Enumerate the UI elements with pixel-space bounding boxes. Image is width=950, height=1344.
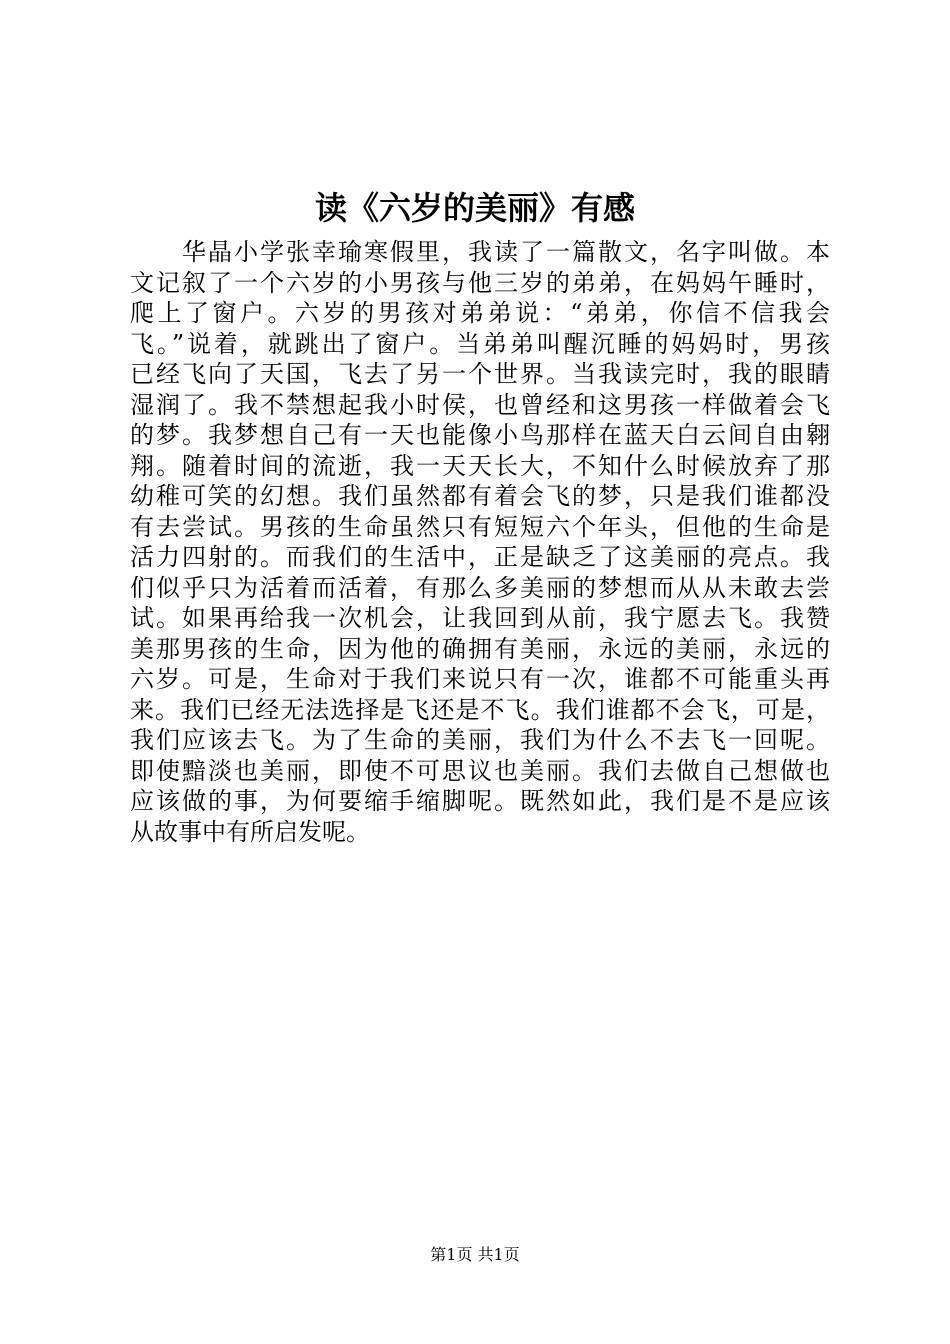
body-line: 文记叙了一个六岁的小男孩与他三岁的弟弟，在妈妈午睡时，	[130, 268, 830, 297]
body-line: 美那男孩的生命，因为他的确拥有美丽，永远的美丽，永远的	[130, 634, 830, 663]
body-line: 飞。”说着，就跳出了窗户。当弟弟叫醒沉睡的妈妈时，男孩	[130, 329, 830, 358]
body-line: 的梦。我梦想自己有一天也能像小鸟那样在蓝天白云间自由翱	[130, 421, 830, 449]
document-title: 读《六岁的美丽》有感	[314, 189, 635, 227]
document-body	[130, 237, 830, 847]
body-line: 华晶小学张幸瑜寒假里，我读了一篇散文，名字叫做。本	[130, 238, 830, 266]
body-line: 六岁。可是，生命对于我们来说只有一次，谁都不可能重头再	[130, 665, 830, 693]
body-line: 我们应该去飞。为了生命的美丽，我们为什么不去飞一回呢。	[130, 726, 830, 754]
body-line: 湿润了。我不禁想起我小时侯，也曾经和这男孩一样做着会飞	[130, 390, 830, 419]
body-line: 从故事中有所启发呢。	[130, 817, 370, 846]
body-line: 爬上了窗户。六岁的男孩对弟弟说：“弟弟，你信不信我会	[130, 299, 830, 327]
body-line: 应该做的事，为何要缩手缩脚呢。既然如此，我们是不是应该	[130, 787, 830, 815]
body-line: 已经飞向了天国，飞去了另一个世界。当我读完时，我的眼睛	[130, 360, 830, 388]
body-line: 来。我们已经无法选择是飞还是不飞。我们谁都不会飞，可是，	[130, 695, 830, 724]
body-line: 活力四射的。而我们的生活中，正是缺乏了这美丽的亮点。我	[130, 543, 830, 571]
body-line: 幼稚可笑的幻想。我们虽然都有着会飞的梦，只是我们谁都没	[130, 482, 830, 510]
body-line: 们似乎只为活着而活着，有那么多美丽的梦想而从从未敢去尝	[130, 573, 830, 602]
body-line: 即使黯淡也美丽，即使不可思议也美丽。我们去做自己想做也	[130, 756, 830, 785]
body-line: 有去尝试。男孩的生命虽然只有短短六个年头，但他的生命是	[130, 512, 830, 541]
body-line: 翔。随着时间的流逝，我一天天长大，不知什么时候放弃了那	[130, 451, 830, 480]
page-footer: 第1页 共1页	[430, 1245, 520, 1264]
body-line: 试。如果再给我一次机会，让我回到从前，我宁愿去飞。我赞	[130, 604, 830, 632]
